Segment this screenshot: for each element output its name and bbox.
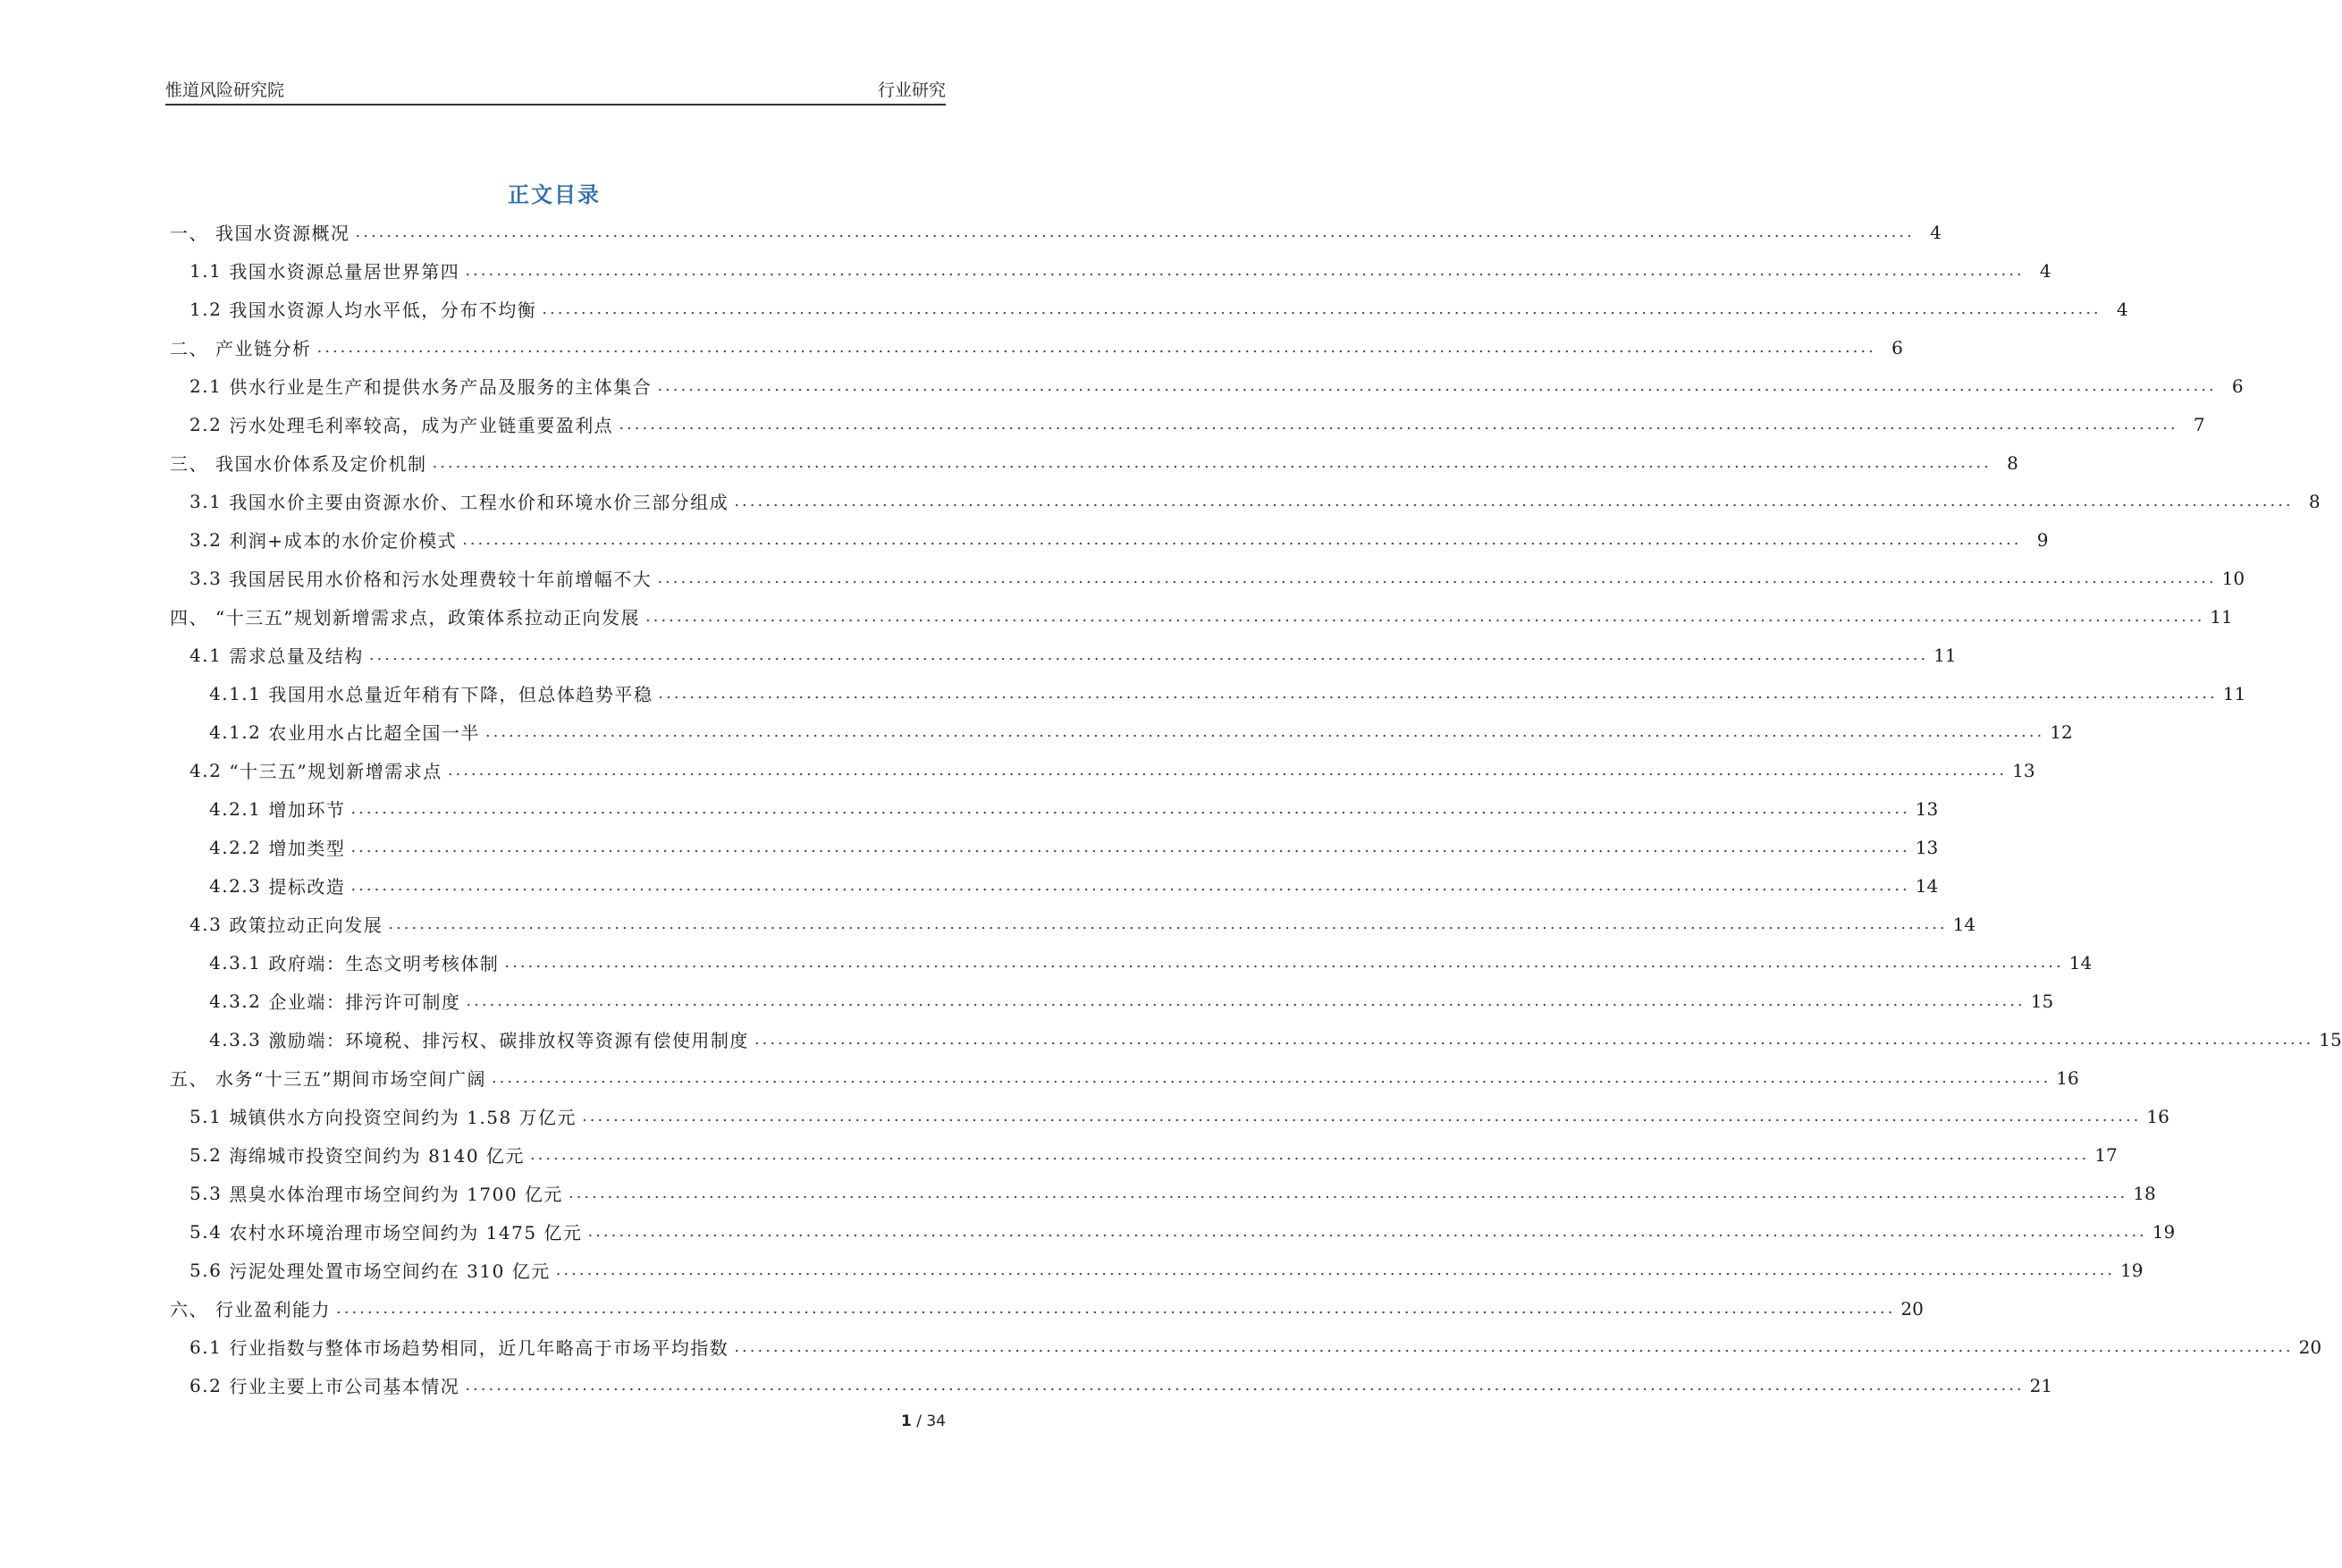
toc-entry-page: 10	[2221, 567, 2245, 589]
toc-dot-leader: ........................................................................................................................................................................................................	[657, 569, 2217, 587]
toc-entry[interactable]	[170, 482, 2321, 520]
toc-entry-number: 3.1	[190, 490, 223, 512]
toc-dot-leader: ........................................................................................................................................................................................................	[529, 1145, 2090, 1164]
toc-entry-page: 7	[2193, 413, 2205, 435]
toc-entry[interactable]	[170, 1097, 2169, 1135]
toc-dot-leader: ........................................................................................................................................................................................................	[350, 876, 1910, 895]
toc-dot-leader: ........................................................................................................................................................................................................	[658, 684, 2218, 703]
toc-entry-title: 产业链分析	[215, 338, 312, 359]
toc-entry-page: 12	[2050, 721, 2073, 743]
toc-entry-page: 11	[2222, 682, 2246, 704]
toc-entry[interactable]	[170, 751, 2035, 789]
toc-dot-leader: ........................................................................................................................................................................................................	[447, 761, 2008, 780]
toc-entry-title: 污泥处理处置市场空间约在 310 亿元	[229, 1260, 551, 1282]
table-of-contents	[170, 213, 2342, 1404]
header-divider	[165, 104, 946, 105]
toc-entry-number: 1.2	[190, 298, 223, 320]
toc-entry-title: 企业端：排污许可制度	[268, 991, 461, 1013]
toc-dot-leader: ........................................................................................................................................................................................................	[462, 530, 2022, 549]
toc-entry[interactable]	[170, 1058, 2079, 1097]
toc-entry-title: 我国水资源概况	[215, 223, 350, 244]
toc-entry-title: 我国用水总量近年稍有下降，但总体趋势平稳	[268, 684, 653, 705]
header-category: 行业研究	[877, 80, 946, 100]
toc-entry-title: 水务“十三五”期间市场空间广阔	[215, 1068, 486, 1090]
toc-entry-number: 2.1	[190, 375, 223, 397]
toc-entry[interactable]	[170, 443, 2018, 482]
toc-entry-page: 6	[2231, 375, 2244, 397]
toc-dot-leader: ........................................................................................................................................................................................................	[350, 799, 1910, 818]
toc-entry-title: 增加类型	[268, 838, 346, 859]
toc-entry-page: 4	[1930, 221, 1942, 243]
toc-entry-number: 5.4	[190, 1220, 223, 1243]
toc-entry-number: 4.2.2	[209, 836, 262, 858]
toc-entry-number: 4.3.2	[209, 990, 262, 1012]
toc-entry-page: 14	[1952, 913, 1976, 935]
toc-dot-leader: ........................................................................................................................................................................................................	[555, 1260, 2116, 1279]
toc-entry[interactable]	[170, 905, 1976, 943]
toc-entry-title: 我国水价体系及定价机制	[215, 453, 427, 475]
toc-entry[interactable]	[170, 520, 2049, 559]
toc-entry[interactable]	[170, 1174, 2156, 1212]
current-page-number: 1	[900, 1412, 912, 1430]
page-number-separator: /	[911, 1412, 927, 1430]
toc-dot-leader: ........................................................................................................................................................................................................	[504, 953, 2064, 972]
toc-dot-leader: ........................................................................................................................................................................................................	[316, 338, 1876, 357]
toc-entry-page: 14	[2068, 951, 2093, 974]
total-pages: 34	[926, 1412, 946, 1430]
toc-entry-number: 4.1.1	[209, 682, 262, 704]
toc-entry[interactable]	[170, 367, 2244, 405]
toc-entry[interactable]	[170, 1251, 2144, 1289]
toc-entry-number: 1.1	[190, 259, 223, 282]
toc-entry[interactable]	[170, 636, 1957, 674]
toc-entry-page: 15	[2319, 1028, 2342, 1050]
toc-dot-leader: ........................................................................................................................................................................................................	[350, 838, 1910, 856]
toc-entry-number: 三、	[170, 453, 208, 475]
toc-entry-number: 4.2.1	[209, 797, 262, 820]
toc-entry-title: 行业盈利能力	[215, 1299, 331, 1320]
toc-entry-title: 我国水资源人均水平低，分布不均衡	[229, 299, 537, 321]
toc-entry-page: 15	[2030, 990, 2054, 1012]
toc-entry-title: 行业主要上市公司基本情况	[229, 1376, 460, 1397]
toc-entry-number: 六、	[170, 1299, 208, 1320]
toc-entry[interactable]	[170, 1366, 2053, 1404]
toc-dot-leader: ........................................................................................................................................................................................................	[355, 223, 1915, 241]
toc-entry-number: 4.2	[190, 759, 223, 781]
toc-entry-page: 17	[2094, 1143, 2118, 1166]
toc-entry-page: 13	[2012, 759, 2035, 781]
toc-entry-number: 五、	[170, 1068, 208, 1090]
toc-entry-number: 6.1	[190, 1336, 223, 1358]
toc-dot-leader: ........................................................................................................................................................................................................	[754, 1030, 2314, 1049]
toc-entry-title: 政府端：生态文明考核体制	[268, 953, 500, 974]
toc-dot-leader: ........................................................................................................................................................................................................	[432, 453, 1992, 472]
toc-entry-number: 5.6	[190, 1259, 223, 1281]
toc-entry-page: 11	[1933, 644, 1957, 666]
toc-entry-title: 利润+成本的水价定价模式	[229, 530, 458, 552]
toc-entry-page: 13	[1915, 836, 1939, 858]
toc-dot-leader: ........................................................................................................................................................................................................	[465, 261, 2025, 280]
toc-entry-number: 4.3	[190, 913, 223, 935]
toc-entry[interactable]	[170, 1135, 2118, 1174]
toc-entry-title: 我国水价主要由资源水价、工程水价和环境水价三部分组成	[229, 492, 729, 513]
toc-entry-page: 4	[2039, 259, 2051, 282]
toc-entry-page: 11	[2210, 605, 2233, 628]
toc-dot-leader: ........................................................................................................................................................................................................	[587, 1222, 2147, 1241]
toc-entry-page: 20	[1900, 1297, 1924, 1319]
toc-dot-leader: ........................................................................................................................................................................................................	[388, 915, 1948, 933]
toc-entry-number: 4.1	[190, 644, 223, 666]
toc-entry-page: 20	[2298, 1336, 2322, 1358]
toc-title: 正文目录	[508, 182, 601, 207]
toc-entry-number: 4.3.3	[209, 1028, 262, 1050]
toc-dot-leader: ........................................................................................................................................................................................................	[657, 376, 2217, 395]
toc-entry[interactable]	[170, 789, 1939, 828]
toc-entry-number: 6.2	[190, 1374, 223, 1396]
toc-entry-page: 13	[1915, 797, 1939, 820]
toc-entry-title: 行业指数与整体市场趋势相同，近几年略高于市场平均指数	[229, 1337, 729, 1359]
toc-entry-title: 供水行业是生产和提供水务产品及服务的主体集合	[229, 376, 653, 398]
toc-dot-leader: ........................................................................................................................................................................................................	[644, 607, 2205, 626]
toc-entry-title: 我国水资源总量居世界第四	[229, 261, 460, 282]
toc-dot-leader: ........................................................................................................................................................................................................	[368, 645, 1929, 664]
toc-entry[interactable]	[170, 1328, 2322, 1366]
toc-dot-leader: ........................................................................................................................................................................................................	[734, 1337, 2294, 1356]
toc-entry-title: 激励端：环境税、排污权、碳排放权等资源有偿使用制度	[268, 1030, 749, 1051]
toc-entry[interactable]	[170, 1020, 2342, 1058]
toc-entry-number: 3.3	[190, 567, 223, 589]
toc-entry[interactable]	[170, 674, 2246, 712]
toc-entry[interactable]	[170, 982, 2054, 1020]
toc-entry-title: 黑臭水体治理市场空间约为 1700 亿元	[229, 1184, 563, 1205]
toc-entry[interactable]	[170, 1212, 2176, 1251]
toc-entry[interactable]	[170, 251, 2051, 290]
toc-entry-title: 污水处理毛利率较高，成为产业链重要盈利点	[229, 415, 614, 436]
toc-entry[interactable]	[170, 597, 2233, 636]
toc-entry[interactable]	[170, 828, 1939, 866]
toc-entry-page: 9	[2036, 528, 2049, 551]
toc-entry-title: 提标改造	[268, 876, 346, 898]
toc-entry-page: 8	[2308, 490, 2321, 512]
toc-dot-leader: ........................................................................................................................................................................................................	[619, 415, 2178, 434]
toc-entry-number: 5.2	[190, 1143, 223, 1166]
toc-entry-number: 二、	[170, 338, 208, 359]
toc-dot-leader: ........................................................................................................................................................................................................	[336, 1299, 1896, 1318]
toc-entry-number: 5.3	[190, 1182, 223, 1204]
toc-dot-leader: ........................................................................................................................................................................................................	[465, 1376, 2025, 1395]
toc-entry[interactable]	[170, 405, 2205, 443]
toc-dot-leader: ........................................................................................................................................................................................................	[466, 991, 2026, 1010]
toc-entry[interactable]	[170, 559, 2245, 597]
toc-entry-page: 4	[2116, 298, 2128, 320]
toc-entry[interactable]	[170, 943, 2093, 982]
toc-entry[interactable]	[170, 866, 1939, 905]
toc-dot-leader: ........................................................................................................................................................................................................	[491, 1068, 2051, 1087]
toc-dot-leader: ........................................................................................................................................................................................................	[484, 722, 2045, 741]
toc-entry-number: 4.1.2	[209, 721, 262, 743]
header-organization: 惟道风险研究院	[165, 80, 285, 100]
page-number	[858, 1412, 946, 1430]
page-header	[165, 77, 946, 104]
toc-entry-page: 16	[2056, 1066, 2079, 1089]
toc-entry-number: 3.2	[190, 528, 223, 551]
toc-entry-title: “十三五”规划新增需求点	[229, 761, 442, 782]
toc-entry-page: 19	[2120, 1259, 2144, 1281]
toc-entry-title: “十三五”规划新增需求点，政策体系拉动正向发展	[215, 607, 640, 628]
toc-dot-leader: ........................................................................................................................................................................................................	[734, 492, 2294, 510]
toc-entry-number: 4.3.1	[209, 951, 262, 974]
toc-entry-title: 我国居民用水价格和污水处理费较十年前增幅不大	[229, 569, 653, 590]
toc-entry-title: 海绵城市投资空间约为 8140 亿元	[229, 1145, 525, 1167]
toc-entry-title: 农村水环境治理市场空间约为 1475 亿元	[229, 1222, 583, 1243]
toc-entry[interactable]	[170, 213, 1942, 251]
toc-entry-page: 19	[2152, 1220, 2176, 1243]
toc-entry-number: 5.1	[190, 1105, 223, 1127]
toc-entry-number: 一、	[170, 223, 208, 244]
toc-entry-title: 政策拉动正向发展	[229, 915, 383, 936]
toc-entry[interactable]	[170, 290, 2128, 328]
toc-entry-page: 14	[1915, 874, 1939, 897]
toc-entry-page: 6	[1891, 336, 1903, 358]
toc-entry-number: 4.2.3	[209, 874, 262, 897]
toc-dot-leader: ........................................................................................................................................................................................................	[568, 1184, 2128, 1202]
toc-entry-page: 16	[2146, 1105, 2169, 1127]
toc-entry-number: 四、	[170, 607, 208, 628]
toc-entry-title: 需求总量及结构	[229, 645, 364, 667]
toc-dot-leader: ........................................................................................................................................................................................................	[542, 299, 2102, 318]
toc-entry-number: 2.2	[190, 413, 223, 435]
toc-entry-page: 8	[2007, 451, 2018, 474]
toc-entry-page: 21	[2029, 1374, 2053, 1396]
toc-entry-title: 农业用水占比超全国一半	[268, 722, 480, 744]
toc-entry[interactable]	[170, 712, 2073, 751]
toc-entry-title: 城镇供水方向投资空间约为 1.58 万亿元	[229, 1107, 577, 1128]
toc-dot-leader: ........................................................................................................................................................................................................	[582, 1107, 2142, 1125]
toc-entry[interactable]	[170, 1289, 1924, 1328]
toc-entry[interactable]	[170, 328, 1903, 367]
toc-entry-page: 18	[2133, 1182, 2156, 1204]
toc-entry-title: 增加环节	[268, 799, 346, 821]
